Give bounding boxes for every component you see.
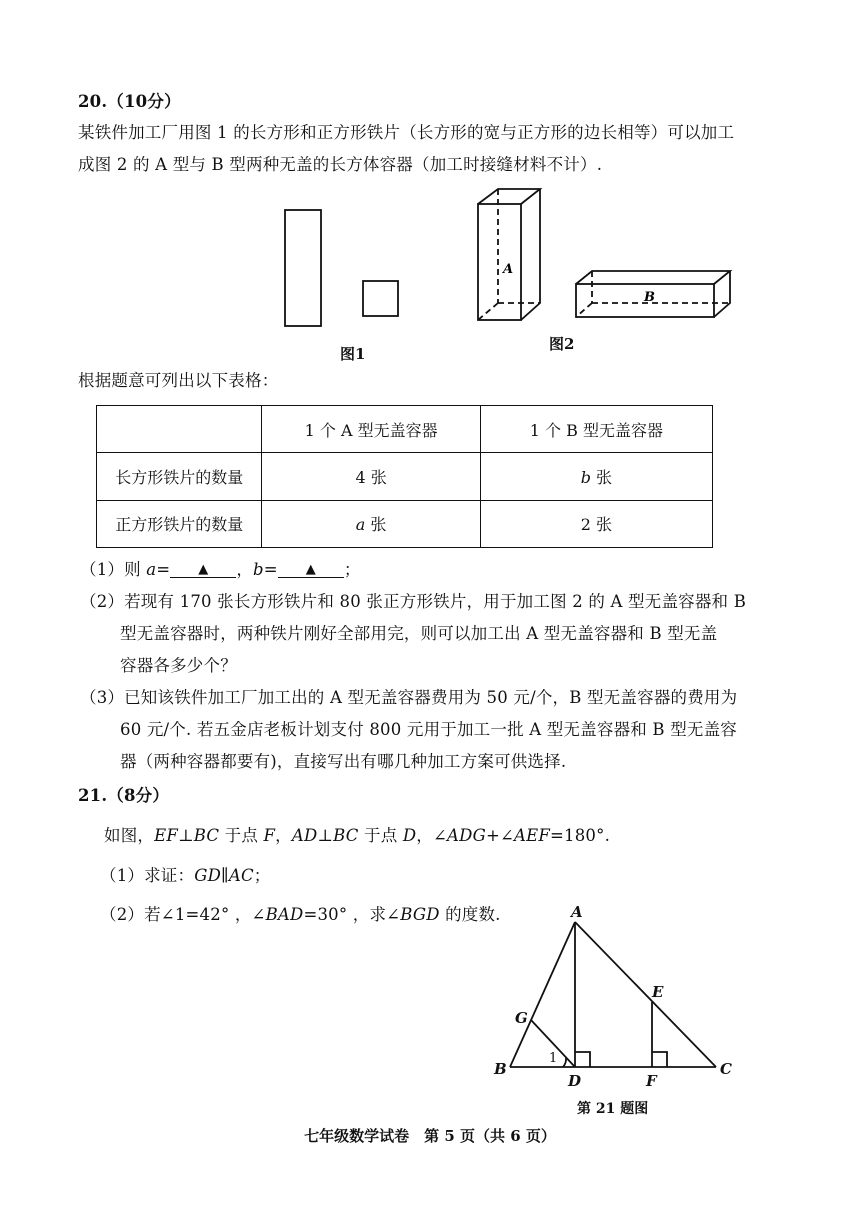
q20-part1 <box>80 556 361 580</box>
q20-part3-line-3: 器（两种容器都要有)，直接写出有哪几种加工方案可供选择. <box>120 752 567 771</box>
answer-blank-a[interactable] <box>170 558 236 578</box>
q20-part2-line-3: 容器各多少个？ <box>120 656 237 675</box>
given-text: 于点 <box>358 826 403 845</box>
table-header-empty <box>97 406 262 453</box>
box-a-label: A <box>503 262 514 277</box>
part2-value: =30° ，求 <box>303 905 387 924</box>
row-label-rectangle: 长方形铁片的数量 <box>97 453 262 500</box>
table-header-b: 1 个 B 型无盖容器 <box>480 406 712 453</box>
label-g: G <box>515 1009 528 1027</box>
segment-ab <box>510 922 575 1067</box>
part2-end: 的度数. <box>439 905 501 924</box>
label-f: F <box>646 1072 657 1090</box>
part1-sep: ， <box>236 560 254 579</box>
figure-21-caption: 第 21 题图 <box>577 1101 649 1117</box>
given-point-f: F <box>263 826 276 845</box>
figure-1 <box>270 200 410 330</box>
blank-triangle-icon: ▲ <box>305 562 316 577</box>
given-prefix: 如图， <box>104 826 155 845</box>
part2-prefix: （2）若∠1=42° ， <box>100 905 252 924</box>
table-header-a: 1 个 A 型无盖容器 <box>262 406 480 453</box>
label-angle-1: 1 <box>549 1051 558 1066</box>
table-header-row <box>97 406 713 453</box>
row-label-square: 正方形铁片的数量 <box>97 500 262 547</box>
figure-21 <box>480 895 750 1095</box>
q21-part1 <box>100 862 270 886</box>
blank-triangle-icon: ▲ <box>198 562 209 577</box>
label-d: D <box>568 1072 582 1090</box>
angle-1-arc-icon <box>563 1058 566 1067</box>
segment-ac <box>575 922 716 1067</box>
answer-blank-b[interactable] <box>278 558 344 578</box>
q21-given <box>104 822 610 846</box>
q21-header: 21.（8分） <box>78 786 170 805</box>
part1-a-var: a <box>146 560 157 579</box>
table-row <box>97 500 713 547</box>
label-c: C <box>720 1060 732 1078</box>
cell-a-square <box>262 500 480 547</box>
given-point-d: D <box>402 826 417 845</box>
given-value: =180°. <box>550 826 611 845</box>
given-text: 于点 <box>219 826 264 845</box>
part1-end: ； <box>343 560 361 579</box>
part1-prefix: （1）则 <box>80 560 147 579</box>
box-a <box>478 189 540 320</box>
part1-eq-b: = <box>263 560 278 579</box>
part2-angle-bgd: ∠BGD <box>386 905 440 924</box>
part1-prefix: （1）求证： <box>100 866 195 885</box>
figure-2 <box>470 185 750 335</box>
cell-b-rectangle <box>480 453 712 500</box>
page-footer: 七年级数学试卷 第 5 页（共 6 页） <box>304 1127 556 1145</box>
given-sep: ， <box>416 826 433 845</box>
part1-gd-parallel-ac: GD∥AC <box>194 866 254 885</box>
cell-b-square: 2 张 <box>480 500 712 547</box>
q20-part2-line-2: 型无盖容器时，两种铁片刚好全部用完，则可以加工出 A 型无盖容器和 B 型无盖 <box>120 624 718 643</box>
given-angle-sum: ∠ADG+∠AEF <box>433 826 551 845</box>
given-sep: ， <box>275 826 292 845</box>
right-angle-f-icon <box>652 1052 667 1067</box>
var-b: b <box>580 467 591 487</box>
part2-angle-bad: ∠BAD <box>251 905 304 924</box>
rectangle-sheet <box>285 210 321 326</box>
figure-1-caption: 图1 <box>340 345 366 363</box>
given-ad-perp-bc: AD⊥BC <box>291 826 359 845</box>
part1-end: ； <box>253 866 271 885</box>
box-b-label: B <box>644 290 655 305</box>
q20-part3-line-2: 60 元/个. 若五金店老板计划支付 800 元用于加工一批 A 型无盖容器和 B 型无盖容 <box>120 720 737 739</box>
unit-zhang: 张 <box>365 515 387 535</box>
q20-header: 20.（10分） <box>78 92 181 111</box>
q20-part3-line-1: （3）已知该铁件加工厂加工出的 A 型无盖容器费用为 50 元/个，B 型无盖容器的费用为 <box>80 688 738 707</box>
q21-part2 <box>100 901 501 925</box>
part1-b-var: b <box>253 560 264 579</box>
label-e: E <box>652 983 664 1001</box>
table-intro: 根据题意可列出以下表格： <box>78 371 279 390</box>
square-sheet <box>363 281 398 316</box>
var-a: a <box>355 515 366 535</box>
unit-zhang: 张 <box>590 467 613 487</box>
right-angle-d-icon <box>575 1052 590 1067</box>
given-ef-perp-bc: EF⊥BC <box>154 826 220 845</box>
table-row <box>97 453 713 500</box>
label-a: A <box>571 903 583 921</box>
label-b: B <box>494 1060 507 1078</box>
part1-eq-a: = <box>156 560 171 579</box>
q20-part2-line-1: （2）若现有 170 张长方形铁片和 80 张正方形铁片，用于加工图 2 的 A 型无盖容器和 B <box>80 592 747 611</box>
sheets-table <box>96 405 713 548</box>
figure-2-caption: 图2 <box>549 335 575 353</box>
q20-intro-line-2: 成图 2 的 A 型与 B 型两种无盖的长方体容器（加工时接缝材料不计）. <box>78 155 603 174</box>
q20-intro-line-1: 某铁件加工厂用图 1 的长方形和正方形铁片（长方形的宽与正方形的边长相等）可以加工 <box>78 123 735 142</box>
cell-a-rectangle: 4 张 <box>262 453 480 500</box>
